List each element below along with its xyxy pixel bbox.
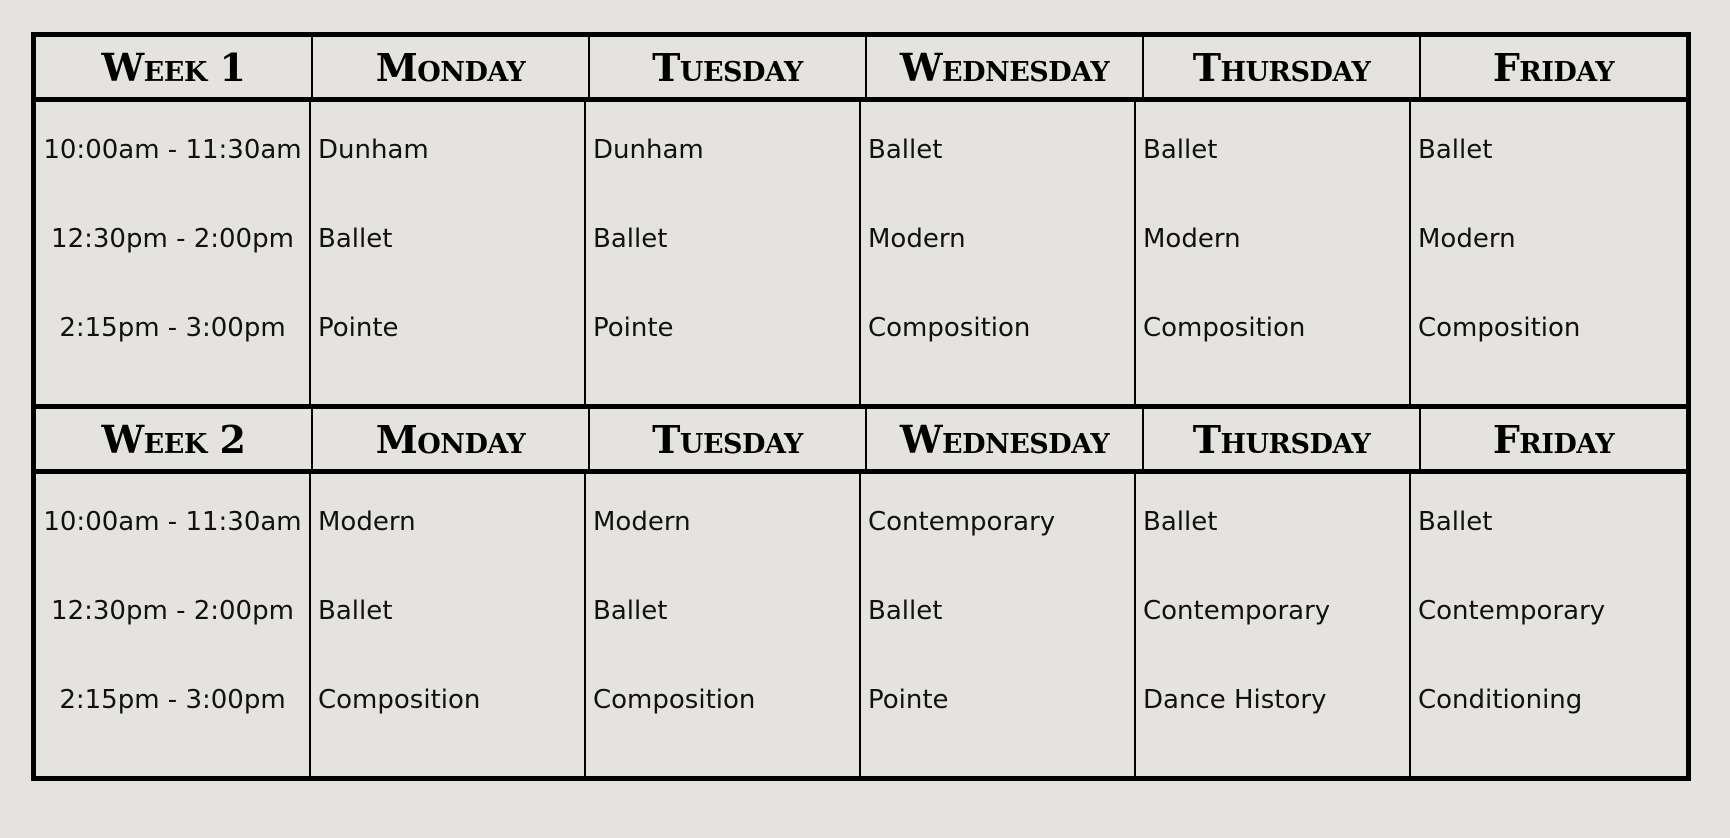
class-cell: Ballet	[593, 224, 668, 254]
class-cell: Modern	[593, 507, 691, 537]
class-cell: Modern	[1418, 224, 1516, 254]
day-header-monday: Monday	[313, 37, 590, 97]
week-1-body	[36, 102, 1686, 404]
class-cell: Dance History	[1143, 685, 1327, 715]
friday-column	[1411, 102, 1686, 404]
day-header-thursday: Thursday	[1144, 409, 1421, 469]
schedule-table	[31, 32, 1691, 781]
time-slot: 12:30pm - 2:00pm	[51, 596, 294, 626]
class-cell: Ballet	[593, 596, 668, 626]
tuesday-column	[586, 102, 861, 404]
class-cell: Composition	[868, 313, 1031, 343]
class-cell: Dunham	[593, 135, 704, 165]
day-header-thursday: Thursday	[1144, 37, 1421, 97]
time-slot: 10:00am - 11:30am	[43, 507, 302, 537]
week-1-header-row	[36, 37, 1686, 102]
week-2-header-row	[36, 409, 1686, 474]
class-cell: Contemporary	[1418, 596, 1606, 626]
class-cell: Ballet	[1418, 135, 1493, 165]
day-header-wednesday: Wednesday	[867, 409, 1144, 469]
tuesday-column	[586, 474, 861, 776]
week-1-block	[36, 37, 1686, 404]
class-cell: Modern	[1143, 224, 1241, 254]
class-cell: Pointe	[868, 685, 949, 715]
class-cell: Ballet	[318, 596, 393, 626]
time-slot: 2:15pm - 3:00pm	[59, 685, 286, 715]
friday-column	[1411, 474, 1686, 776]
time-column	[36, 102, 311, 404]
class-cell: Modern	[318, 507, 416, 537]
time-slot: 10:00am - 11:30am	[43, 135, 302, 165]
week-label: Week 1	[36, 37, 313, 97]
class-cell: Ballet	[1143, 135, 1218, 165]
class-cell: Contemporary	[868, 507, 1056, 537]
day-header-monday: Monday	[313, 409, 590, 469]
time-slot: 2:15pm - 3:00pm	[59, 313, 286, 343]
thursday-column	[1136, 474, 1411, 776]
class-cell: Contemporary	[1143, 596, 1331, 626]
class-cell: Conditioning	[1418, 685, 1583, 715]
thursday-column	[1136, 102, 1411, 404]
class-cell: Ballet	[868, 135, 943, 165]
class-cell: Composition	[1418, 313, 1581, 343]
wednesday-column	[861, 474, 1136, 776]
monday-column	[311, 474, 586, 776]
class-cell: Composition	[593, 685, 756, 715]
week-label: Week 2	[36, 409, 313, 469]
class-cell: Pointe	[593, 313, 674, 343]
wednesday-column	[861, 102, 1136, 404]
time-column	[36, 474, 311, 776]
class-cell: Ballet	[1143, 507, 1218, 537]
class-cell: Composition	[1143, 313, 1306, 343]
class-cell: Ballet	[868, 596, 943, 626]
day-header-tuesday: Tuesday	[590, 37, 867, 97]
week-2-block	[36, 404, 1686, 776]
day-header-friday: Friday	[1492, 44, 1615, 90]
day-header-wednesday: Wednesday	[867, 37, 1144, 97]
class-cell: Pointe	[318, 313, 399, 343]
class-cell: Ballet	[318, 224, 393, 254]
class-cell: Ballet	[1418, 507, 1493, 537]
day-header-tuesday: Tuesday	[590, 409, 867, 469]
week-2-body	[36, 474, 1686, 776]
monday-column	[311, 102, 586, 404]
class-cell: Dunham	[318, 135, 429, 165]
class-cell: Composition	[318, 685, 481, 715]
day-header-friday: Friday	[1492, 416, 1615, 462]
time-slot: 12:30pm - 2:00pm	[51, 224, 294, 254]
class-cell: Modern	[868, 224, 966, 254]
